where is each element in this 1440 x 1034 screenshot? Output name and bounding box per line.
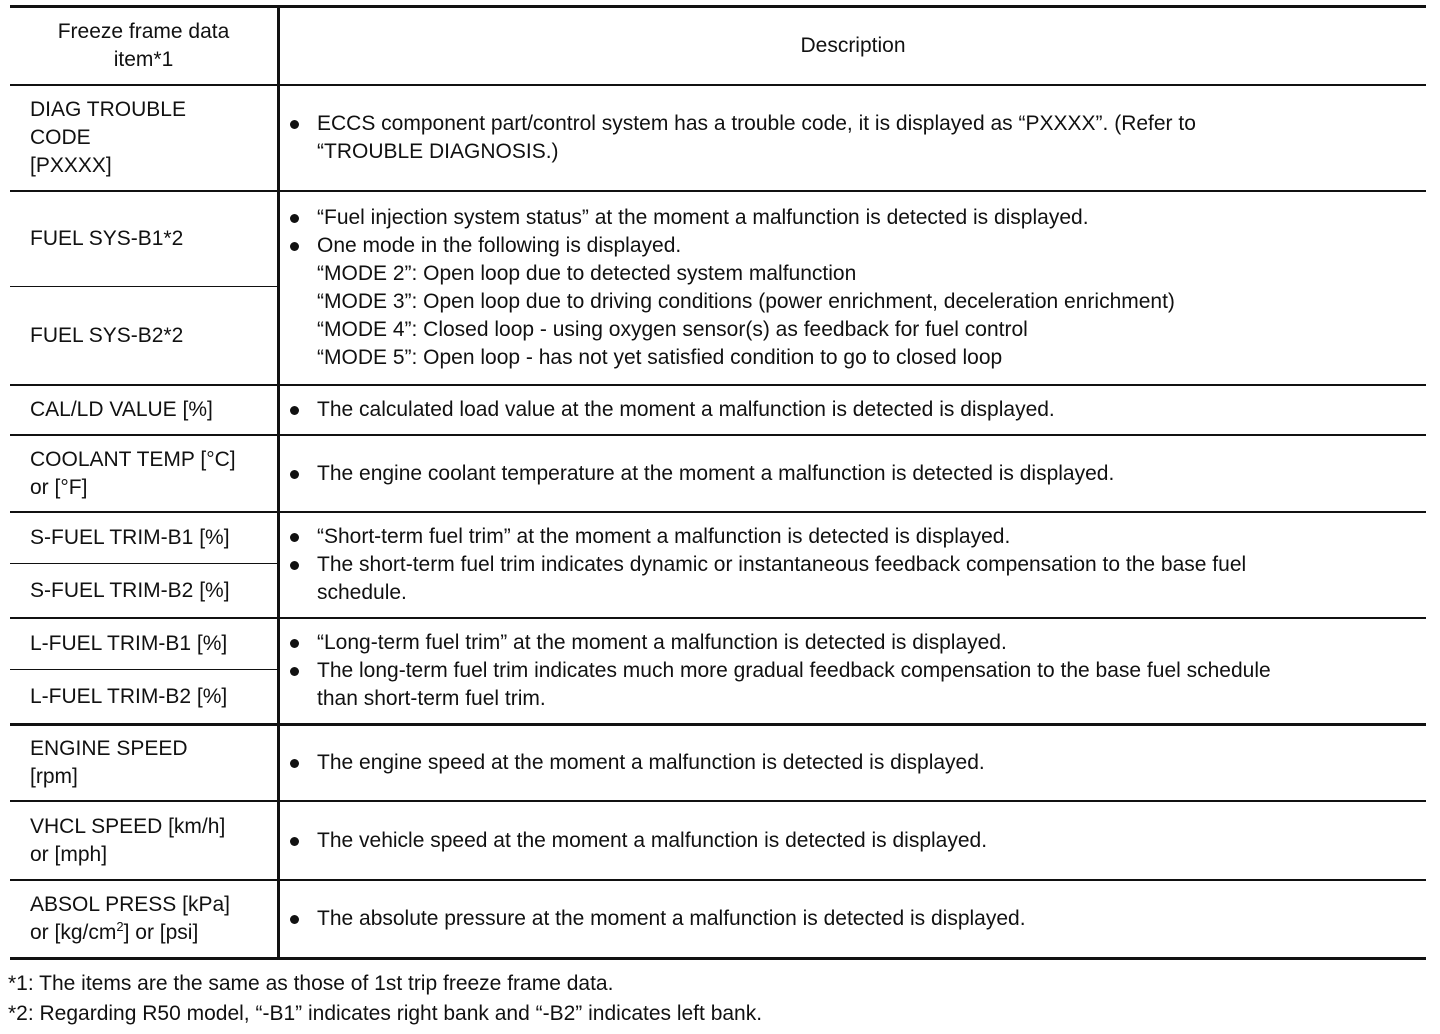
bullet-list bbox=[290, 110, 1196, 166]
item-label: [PXXXX] bbox=[30, 154, 112, 177]
header-item-line: Freeze frame data bbox=[57, 20, 230, 43]
item-label: ] or [psi] bbox=[123, 921, 199, 944]
description-text: The long-term fuel trim indicates much more gradual feedback compensation to the base fuel schedule bbox=[317, 659, 1271, 682]
description-cell bbox=[0, 802, 1426, 879]
bullet-item bbox=[290, 523, 1246, 551]
item-label: COOLANT TEMP [°C] bbox=[30, 447, 236, 471]
bullet-item bbox=[290, 551, 1246, 607]
bullet-icon bbox=[290, 759, 299, 768]
bullet-item bbox=[290, 204, 1175, 232]
bullet-list bbox=[290, 827, 987, 855]
header-item-line: item*1 bbox=[113, 48, 174, 71]
item-label: or [mph] bbox=[30, 842, 108, 866]
description-text: The engine speed at the moment a malfunction is detected is displayed. bbox=[317, 751, 985, 774]
description-text: The calculated load value at the moment a malfunction is detected is displayed. bbox=[317, 398, 1055, 421]
bullet-icon bbox=[290, 214, 299, 223]
description-cell bbox=[0, 513, 1426, 617]
bullet-icon bbox=[290, 667, 299, 676]
item-label: S-FUEL TRIM-B2 [%] bbox=[30, 578, 230, 602]
description-text: “MODE 2”: Open loop due to detected system malfunction bbox=[317, 262, 857, 285]
bullet-item bbox=[290, 232, 1175, 372]
bullet-item bbox=[290, 460, 1114, 488]
item-label: or [°F] bbox=[30, 475, 88, 499]
bullet-list bbox=[290, 460, 1114, 488]
bullet-list bbox=[290, 204, 1175, 372]
item-label: FUEL SYS-B2*2 bbox=[30, 323, 184, 347]
bullet-icon bbox=[290, 837, 299, 846]
description-text: The engine coolant temperature at the moment a malfunction is detected is displayed. bbox=[317, 461, 1115, 485]
description-text: “Long-term fuel trim” at the moment a malfunction is detected is displayed. bbox=[317, 631, 1007, 654]
item-label: L-FUEL TRIM-B2 [%] bbox=[30, 684, 228, 708]
description-cell bbox=[0, 386, 1426, 434]
description-text: than short-term fuel trim. bbox=[317, 687, 546, 710]
header-item-cell bbox=[10, 8, 277, 84]
item-label: or [kg/cm bbox=[30, 921, 117, 944]
bullet-list bbox=[290, 396, 1055, 424]
bullet-item bbox=[290, 396, 1055, 424]
description-text: “MODE 5”: Open loop - has not yet satisfied condition to go to closed loop bbox=[317, 346, 1003, 369]
description-text: The short-term fuel trim indicates dynamic or instantaneous feedback compensation to the base fuel bbox=[317, 553, 1247, 576]
bullet-list bbox=[290, 905, 1026, 933]
bullet-icon bbox=[290, 406, 299, 415]
bullet-icon bbox=[290, 470, 299, 479]
bullet-list bbox=[290, 523, 1246, 607]
footnote: *2: Regarding R50 model, “-B1” indicates right bank and “-B2” indicates left bank. bbox=[8, 1002, 763, 1025]
bullet-icon bbox=[290, 915, 299, 924]
bullet-icon bbox=[290, 242, 299, 251]
superscript: 2 bbox=[116, 919, 124, 934]
description-cell bbox=[0, 881, 1426, 957]
description-text: One mode in the following is displayed. bbox=[317, 234, 682, 257]
bullet-list bbox=[290, 629, 1271, 713]
header-description: Description bbox=[800, 34, 906, 57]
bullet-item bbox=[290, 749, 985, 777]
bullet-icon bbox=[290, 533, 299, 542]
description-text: “Fuel injection system status” at the moment a malfunction is detected is displayed. bbox=[317, 206, 1089, 229]
table-bottom-border bbox=[10, 957, 1426, 960]
description-cell bbox=[0, 192, 1426, 384]
bullet-icon bbox=[290, 120, 299, 129]
bullet-item bbox=[290, 827, 987, 855]
item-label: L-FUEL TRIM-B1 [%] bbox=[30, 632, 228, 655]
footnote: *1: The items are the same as those of 1st trip freeze frame data. bbox=[8, 972, 614, 995]
bullet-list bbox=[290, 749, 985, 777]
item-label: DIAG TROUBLE bbox=[30, 98, 186, 121]
description-text: The absolute pressure at the moment a malfunction is detected is displayed. bbox=[317, 907, 1026, 930]
item-label: ABSOL PRESS [kPa] bbox=[30, 893, 230, 916]
header-description-cell bbox=[280, 8, 1426, 84]
bullet-item bbox=[290, 629, 1271, 657]
item-label: S-FUEL TRIM-B1 [%] bbox=[30, 526, 230, 549]
item-label: CAL/LD VALUE [%] bbox=[30, 398, 213, 421]
bullet-item bbox=[290, 657, 1271, 713]
bullet-icon bbox=[290, 639, 299, 648]
description-text: “Short-term fuel trim” at the moment a malfunction is detected is displayed. bbox=[317, 525, 1011, 548]
description-text: “TROUBLE DIAGNOSIS.) bbox=[317, 140, 559, 163]
bullet-item bbox=[290, 905, 1026, 933]
item-label: [rpm] bbox=[30, 765, 78, 788]
item-label: CODE bbox=[30, 126, 91, 149]
description-cell bbox=[0, 726, 1426, 800]
description-text: The vehicle speed at the moment a malfunction is detected is displayed. bbox=[317, 828, 988, 852]
item-label: ENGINE SPEED bbox=[30, 737, 188, 760]
description-cell bbox=[0, 619, 1426, 723]
description-cell bbox=[0, 436, 1426, 511]
item-label: VHCL SPEED [km/h] bbox=[30, 814, 226, 838]
description-text: ECCS component part/control system has a trouble code, it is displayed as “PXXXX”. (Refer to bbox=[317, 112, 1196, 135]
description-text: “MODE 3”: Open loop due to driving conditions (power enrichment, deceleration enrichment) bbox=[317, 290, 1175, 313]
description-cell bbox=[0, 86, 1426, 190]
bullet-icon bbox=[290, 561, 299, 570]
item-label: FUEL SYS-B1*2 bbox=[30, 227, 184, 250]
bullet-item bbox=[290, 110, 1196, 166]
description-text: “MODE 4”: Closed loop - using oxygen sensor(s) as feedback for fuel control bbox=[317, 318, 1028, 341]
description-text: schedule. bbox=[317, 581, 407, 604]
